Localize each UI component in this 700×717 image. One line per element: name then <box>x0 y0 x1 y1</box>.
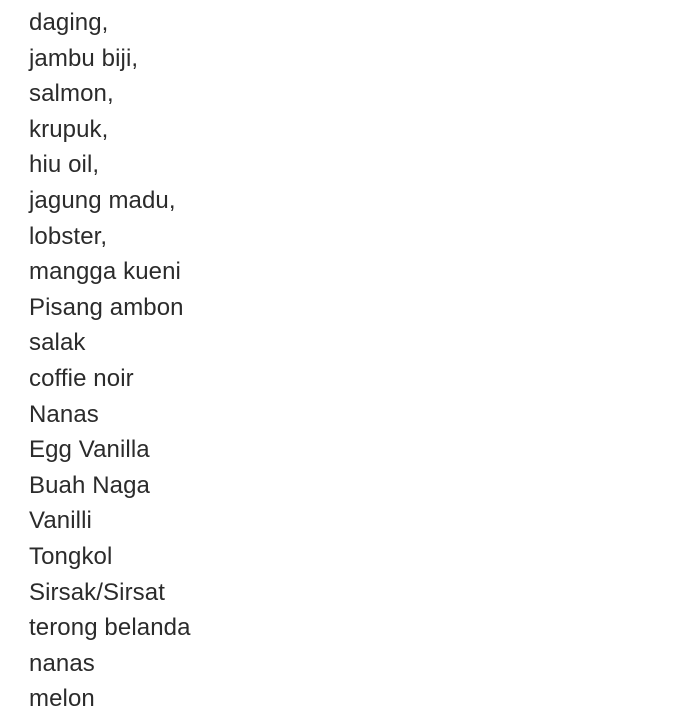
list-item: Pisang ambon <box>29 293 184 321</box>
list-item: jagung madu, <box>29 186 176 214</box>
list-item: jambu biji, <box>29 44 139 72</box>
list-item: nanas <box>29 649 95 677</box>
list-item: coffie noir <box>29 364 134 392</box>
list-item: Nanas <box>29 400 99 428</box>
list-item: mangga kueni <box>29 258 181 286</box>
list-item: salak <box>29 329 86 357</box>
list-item: Vanilli <box>29 507 92 535</box>
list-item: hiu oil, <box>29 151 100 179</box>
list-item: krupuk, <box>29 115 109 143</box>
list-item: Egg Vanilla <box>29 436 150 464</box>
list-item: Tongkol <box>29 542 113 570</box>
list-item: terong belanda <box>29 614 191 642</box>
list-item: Sirsak/Sirsat <box>29 578 165 606</box>
list-item: daging, <box>29 9 109 36</box>
list-item: melon <box>29 685 95 713</box>
list-item: Buah Naga <box>29 471 150 499</box>
flavor-list <box>29 5 191 717</box>
list-item: lobster, <box>29 222 108 250</box>
list-item: salmon, <box>29 80 114 108</box>
